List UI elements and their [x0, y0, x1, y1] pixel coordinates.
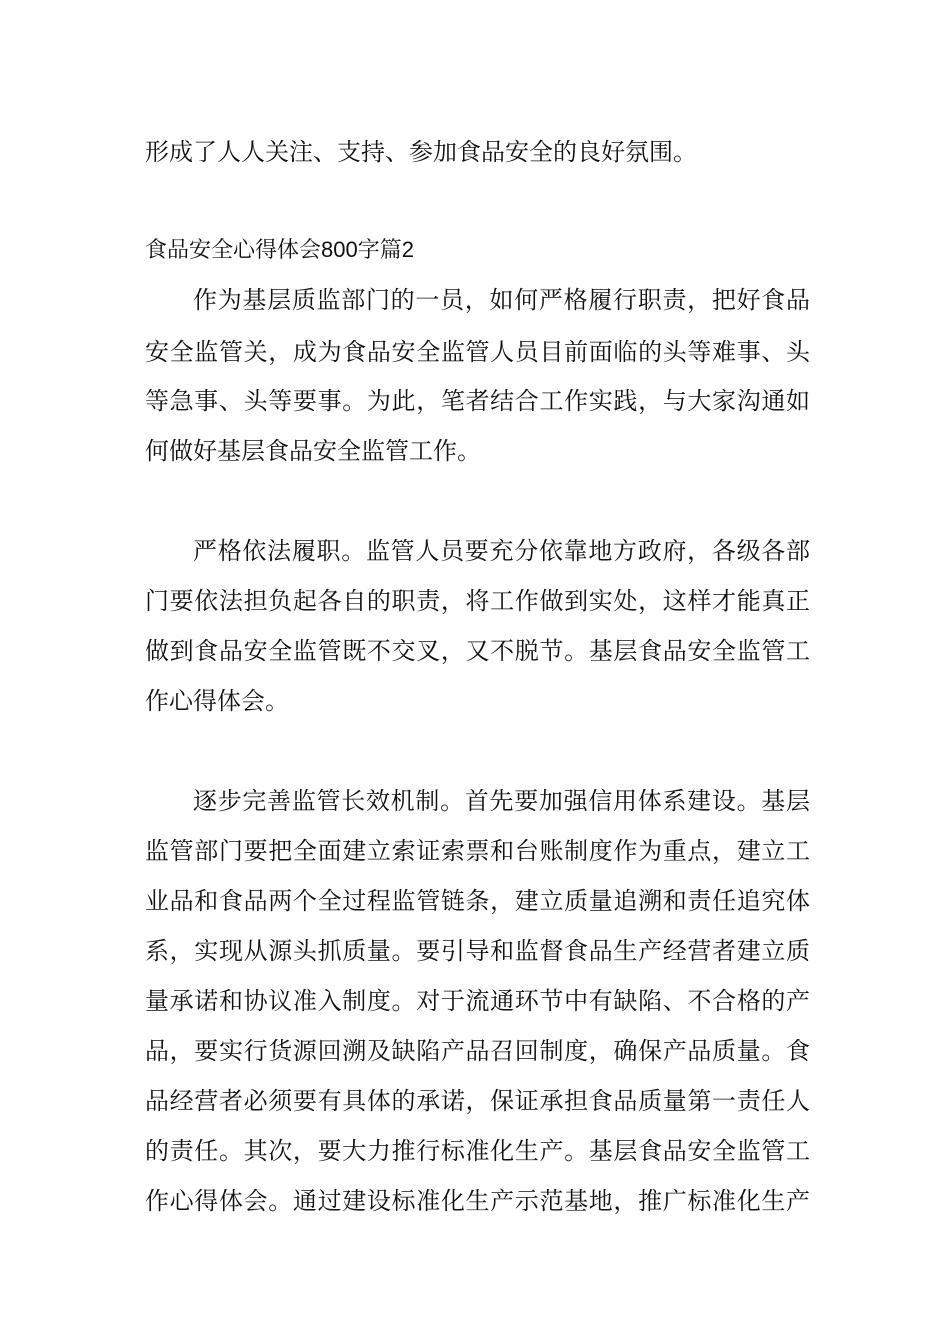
- paragraph-line: 系，实现从源头抓质量。要引导和监督食品生产经营者建立质: [145, 937, 810, 965]
- paragraph-line: 品，要实行货源回溯及缺陷产品召回制度，确保产品质量。食: [145, 1037, 810, 1065]
- continuation-line: 形成了人人关注、支持、参加食品安全的良好氛围。: [145, 138, 697, 166]
- paragraph-line: 品经营者必须要有具体的承诺，保证承担食品质量第一责任人: [145, 1087, 810, 1115]
- paragraph-line: 门要依法担负起各自的职责，将工作做到实处，这样才能真正: [145, 587, 810, 615]
- paragraph-line: 作为基层质监部门的一员，如何严格履行职责，把好食品: [193, 286, 810, 314]
- paragraph-line: 等急事、头等要事。为此，笔者结合工作实践，与大家沟通如: [145, 387, 810, 415]
- paragraph-line: 作心得体会。通过建设标准化生产示范基地，推广标准化生产: [145, 1187, 810, 1215]
- paragraph-line: 的责任。其次，要大力推行标准化生产。基层食品安全监管工: [145, 1137, 810, 1165]
- paragraph-line: 安全监管关，成为食品安全监管人员目前面临的头等难事、头: [145, 338, 810, 366]
- paragraph-line: 严格依法履职。监管人员要充分依靠地方政府，各级各部: [193, 537, 810, 565]
- section-heading: 食品安全心得体会800字篇2: [145, 237, 414, 262]
- paragraph-line: 量承诺和协议准入制度。对于流通环节中有缺陷、不合格的产: [145, 987, 810, 1015]
- paragraph-line: 业品和食品两个全过程监管链条，建立质量追溯和责任追究体: [145, 887, 810, 915]
- paragraph-line: 做到食品安全监管既不交叉，又不脱节。基层食品安全监管工: [145, 637, 810, 665]
- paragraph-line: 监管部门要把全面建立索证索票和台账制度作为重点，建立工: [145, 837, 810, 865]
- paragraph-line: 逐步完善监管长效机制。首先要加强信用体系建设。基层: [193, 787, 810, 815]
- paragraph-line: 作心得体会。: [145, 687, 289, 715]
- paragraph-line: 何做好基层食品安全监管工作。: [145, 437, 481, 465]
